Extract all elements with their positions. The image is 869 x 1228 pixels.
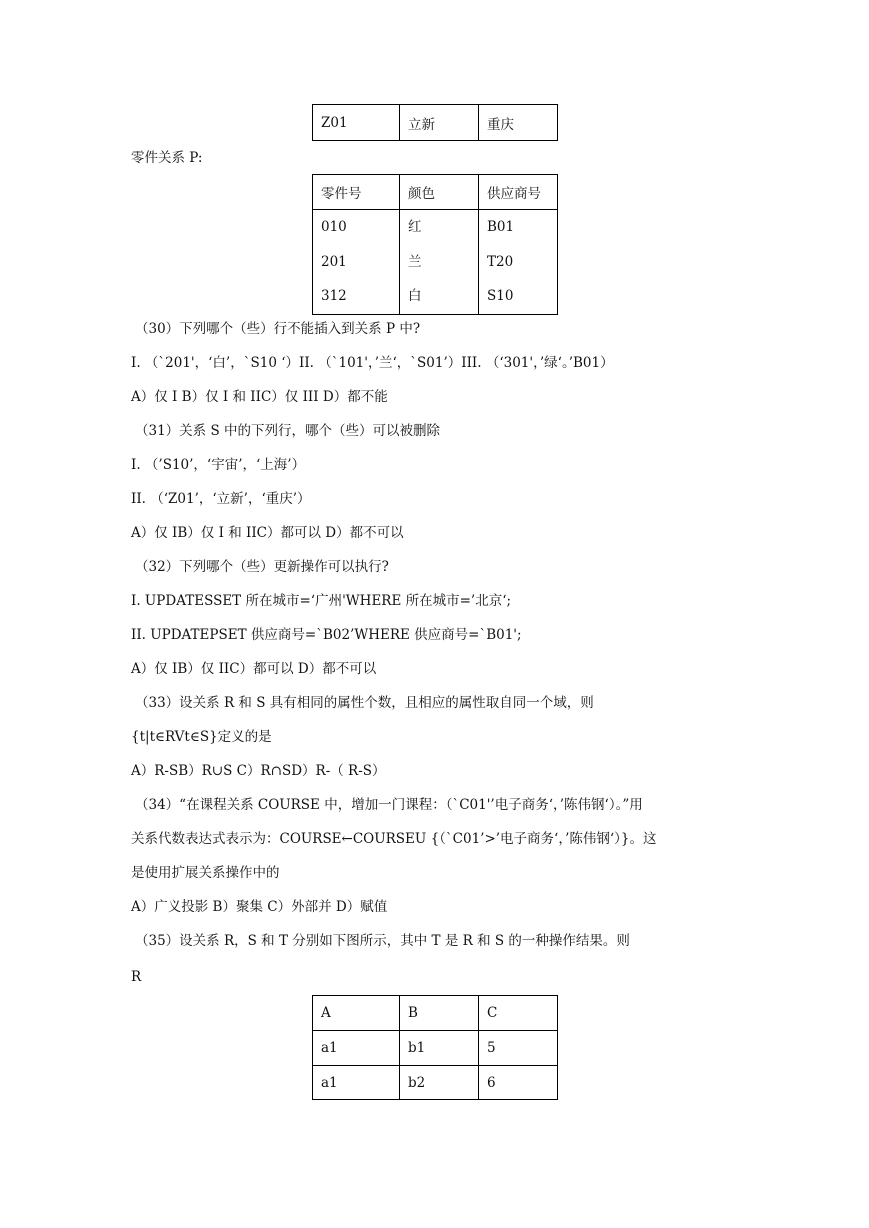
- question-35: （35）设关系 R，S 和 T 分别如下图所示，其中 T 是 R 和 S 的一种操作结果。则: [135, 933, 630, 949]
- question-32-answers: A）仅 IB）仅 IIC）都可以 D）都不可以: [131, 661, 377, 677]
- question-34: （34）“在课程关系 COURSE 中，增加一门课程：（`C01'’电子商务‘，’陈伟钢‘）。”用: [135, 797, 643, 813]
- relation-r-table: [312, 995, 558, 1100]
- table-cell: 白: [408, 288, 422, 304]
- table-row: [313, 210, 558, 315]
- table-cell: a1: [313, 1031, 400, 1066]
- table-cell: B01: [487, 219, 515, 235]
- table-cell: b1: [400, 1031, 479, 1066]
- question-31-option-1: I. （’S10’，‘宇宙’，‘上海’）: [131, 457, 306, 473]
- question-33: （33）设关系 R 和 S 具有相同的属性个数，且相应的属性取自同一个域，则: [135, 695, 594, 711]
- question-33-continued: {t|t∈RVt∈S}定义的是: [131, 729, 272, 745]
- table-cell: 010: [321, 219, 347, 235]
- table-header-cell: B: [400, 996, 479, 1031]
- table-cell: S10: [487, 288, 514, 304]
- question-30-options: I. （`201'，‘白’，`S10 ‘）II. （`101'，’兰‘，`S01’）III. （‘301'，’绿‘。’B01）: [131, 355, 614, 371]
- table-cell: a1: [313, 1066, 400, 1100]
- table-header-cell: A: [313, 996, 400, 1031]
- table-cell: 重庆: [479, 105, 558, 141]
- table-header-row: [313, 996, 558, 1031]
- relation-r-label: R: [131, 969, 142, 985]
- table-header-cell: 零件号: [313, 175, 400, 210]
- question-34-continued: 关系代数表达式表示为：COURSE←COURSEU {（`C01’>’电子商务‘，’陈伟钢‘）}。这: [131, 831, 657, 847]
- table-cell: 红: [408, 219, 422, 235]
- table-cell: 312: [321, 288, 347, 304]
- question-34-answers: A）广义投影 B）聚集 C）外部并 D）赋值: [131, 899, 388, 915]
- table-cell: 立新: [400, 105, 479, 141]
- table-cell-stack: [479, 210, 558, 315]
- question-31-answers: A）仅 IB）仅 I 和 IIC）都可以 D）都不可以: [131, 525, 404, 541]
- table-row: [313, 1031, 558, 1066]
- question-30: （30）下列哪个（些）行不能插入到关系 P 中?: [135, 321, 421, 337]
- question-32-option-1: I. UPDATESSET 所在城市=‘广州'WHERE 所在城市=’北京‘;: [131, 593, 512, 609]
- table-row: [313, 1066, 558, 1100]
- table-header-cell: 供应商号: [479, 175, 558, 210]
- table-header-cell: 颜色: [400, 175, 479, 210]
- table-header-cell: C: [479, 996, 558, 1031]
- table-cell: b2: [400, 1066, 479, 1100]
- question-33-answers: A）R-SB）R∪S C）R∩SD）R-（ R-S）: [131, 763, 386, 779]
- relation-p-table: [312, 174, 558, 315]
- question-31: （31）关系 S 中的下列行，哪个（些）可以被删除: [135, 423, 441, 439]
- table-row: [313, 105, 558, 141]
- question-32: （32）下列哪个（些）更新操作可以执行?: [135, 559, 389, 575]
- table-cell: 6: [479, 1066, 558, 1100]
- table-cell: T20: [487, 253, 514, 270]
- table-header-row: [313, 175, 558, 210]
- table-cell: Z01: [313, 105, 400, 141]
- question-32-option-2: II. UPDATEPSET 供应商号=`B02’WHERE 供应商号=`B01';: [131, 627, 522, 643]
- table-cell-stack: [313, 210, 400, 315]
- relation-p-title: 零件关系 P:: [131, 150, 203, 166]
- question-34-continued-2: 是使用扩展关系操作中的: [131, 865, 280, 881]
- table-cell-stack: [400, 210, 479, 315]
- question-31-option-2: II. （‘Z01’，‘立新’，‘重庆’）: [131, 491, 311, 507]
- relation-s-table-tail: [312, 104, 558, 141]
- table-cell: 兰: [408, 253, 422, 270]
- table-cell: 201: [321, 253, 347, 270]
- question-30-answers: A）仅 I B）仅 I 和 IIC）仅 III D）都不能: [131, 389, 388, 405]
- table-cell: 5: [479, 1031, 558, 1066]
